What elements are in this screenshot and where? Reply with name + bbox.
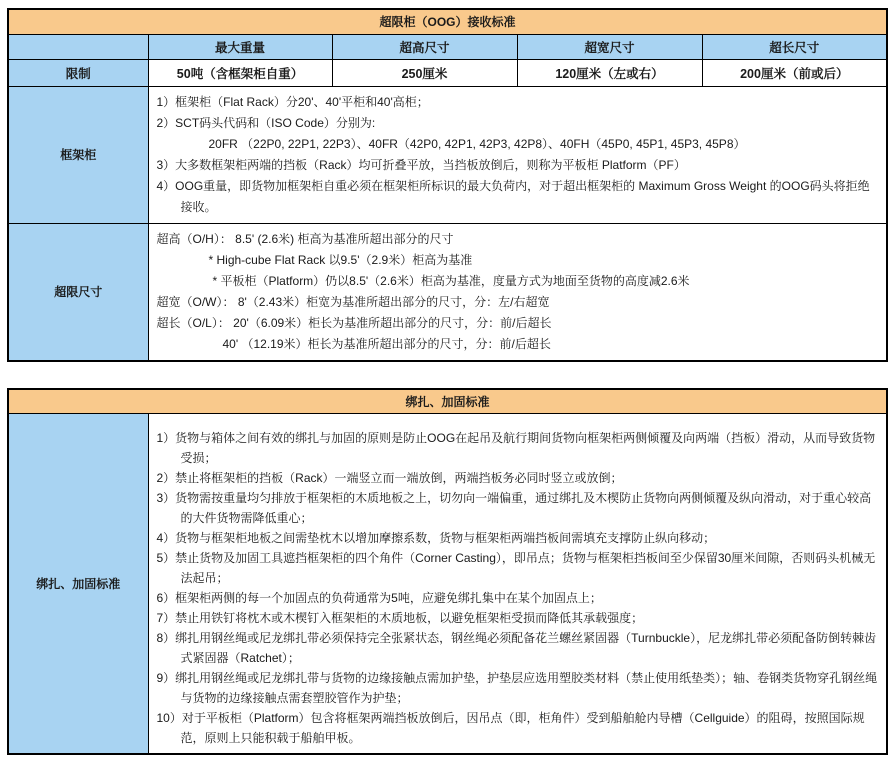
header-empty-cell <box>8 34 148 59</box>
text-line: 1）货物与箱体之间有效的绑扎与加固的原则是防止OOG在起吊及航行期间货物向框架柜两侧倾覆及向两端（挡板）滑动，从而导致货物受损； <box>156 431 876 465</box>
text-line: 4）OOG重量，即货物加框架柜自重必须在框架柜所标识的最大负荷内，对于超出框架柜的 Maximum Gross Weight 的OOG码头将拒绝接收。 <box>156 178 870 214</box>
text-line: * 平板柜（Platform）仍以8.5'（2.6米）柜高为基准，度量方式为地面至货物的高度减2.6米 <box>212 273 690 288</box>
lashing-title-row <box>8 389 887 414</box>
text-line: 9）绑扎用钢丝绳或尼龙绑扎带与货物的边缘接触点需加护垫，护垫层应选用塑胶类材料（禁止使用纸垫类）；轴、卷钢类货物穿孔钢丝绳与货物的边缘接触点需套塑胶管作为护垫； <box>156 671 878 705</box>
flat-rack-notes <box>148 86 887 223</box>
oog-dimensions-row <box>8 223 887 361</box>
oog-dimensions-notes <box>148 223 887 361</box>
limit-label: 限制 <box>8 59 148 86</box>
flat-rack-label: 框架柜 <box>8 86 148 223</box>
text-line: 8）绑扎用钢丝绳或尼龙绑扎带必须保持完全张紧状态，钢丝绳必须配备花兰螺丝紧固器（Turnbuckle），尼龙绑扎带必须配备防倒转棘齿式紧固器（Ratchet）； <box>156 631 877 665</box>
lashing-rules <box>148 414 887 755</box>
text-line: 超宽（O/W）： 8'（2.43米）柜宽为基准所超出部分的尺寸，分：左/右超宽 <box>156 294 550 309</box>
text-line: * High-cube Flat Rack 以9.5'（2.9米）柜高为基准 <box>208 252 473 267</box>
limit-over-width: 120厘米（左或右） <box>517 59 702 86</box>
text-line: 40' （12.19米）柜长为基准所超出部分的尺寸，分：前/后超长 <box>222 336 551 351</box>
lashing-table-title: 绑扎、加固标准 <box>8 389 887 414</box>
limit-over-length: 200厘米（前或后） <box>702 59 887 86</box>
header-max-weight: 最大重量 <box>148 34 332 59</box>
oog-table-title: 超限柜（OOG）接收标准 <box>8 9 887 34</box>
text-line: 3）大多数框架柜两端的挡板（Rack）均可折叠平放，当挡板放倒后，则称为平板柜 Platform（PF） <box>156 157 686 172</box>
text-line: 10）对于平板柜（Platform）包含将框架两端挡板放倒后，因吊点（即，柜角件）受到船舶舱内导槽（Cellguide）的阻碍，按照国际规范，原则上只能积载于船舶甲板。 <box>156 711 865 745</box>
text-line: 1）框架柜（Flat Rack）分20'、40'平柜和40'高柜； <box>156 94 429 109</box>
text-line: 4）货物与框架柜地板之间需垫枕木以增加摩擦系数，货物与框架柜两端挡板间需填充支撑防止纵向移动； <box>156 531 716 545</box>
flat-rack-row <box>8 86 887 223</box>
text-line: 超长（O/L）： 20'（6.09米）柜长为基准所超出部分的尺寸，分：前/后超长 <box>156 315 552 330</box>
text-line: 6）框架柜两侧的每一个加固点的负荷通常为5吨，应避免绑扎集中在某个加固点上； <box>156 591 602 605</box>
oog-dimensions-label: 超限尺寸 <box>8 223 148 361</box>
limit-row <box>8 59 887 86</box>
limit-max-weight: 50吨（含框架柜自重） <box>148 59 332 86</box>
header-over-height: 超高尺寸 <box>332 34 517 59</box>
text-line: 20FR （22P0, 22P1, 22P3）、40FR（42P0, 42P1, 42P3, 42P8）、40FH（45P0, 45P1, 45P3, 45P8） <box>208 136 746 151</box>
oog-title-row <box>8 9 887 34</box>
text-line: 2）禁止将框架柜的挡板（Rack）一端竖立而一端放倒，两端挡板务必同时竖立或放倒； <box>156 471 623 485</box>
oog-header-row <box>8 34 887 59</box>
table-spacer <box>7 362 886 388</box>
text-line: 7）禁止用铁钉将枕木或木楔钉入框架柜的木质地板，以避免框架柜受损而降低其承载强度； <box>156 611 644 625</box>
text-line: 超高（O/H）： 8.5' (2.6米) 柜高为基准所超出部分的尺寸 <box>156 231 454 246</box>
text-line: 3）货物需按重量均匀排放于框架柜的木质地板之上，切勿向一端偏重，通过绑扎及木楔防止货物向两侧倾覆及纵向滑动，对于重心较高的大件货物需降低重心； <box>156 491 872 525</box>
header-over-width: 超宽尺寸 <box>517 34 702 59</box>
text-line: 5）禁止货物及加固工具遮挡框架柜的四个角件（Corner Casting），即吊点；货物与框架柜挡板间至少保留30厘米间隙，否则码头机械无法起吊； <box>156 551 876 585</box>
lashing-securing-table <box>7 388 888 756</box>
lashing-body-row <box>8 414 887 755</box>
limit-over-height: 250厘米 <box>332 59 517 86</box>
oog-acceptance-table <box>7 8 888 362</box>
lashing-label: 绑扎、加固标准 <box>8 414 148 755</box>
header-over-length: 超长尺寸 <box>702 34 887 59</box>
text-line: 2）SCT码头代码和（ISO Code）分别为: <box>156 115 376 130</box>
